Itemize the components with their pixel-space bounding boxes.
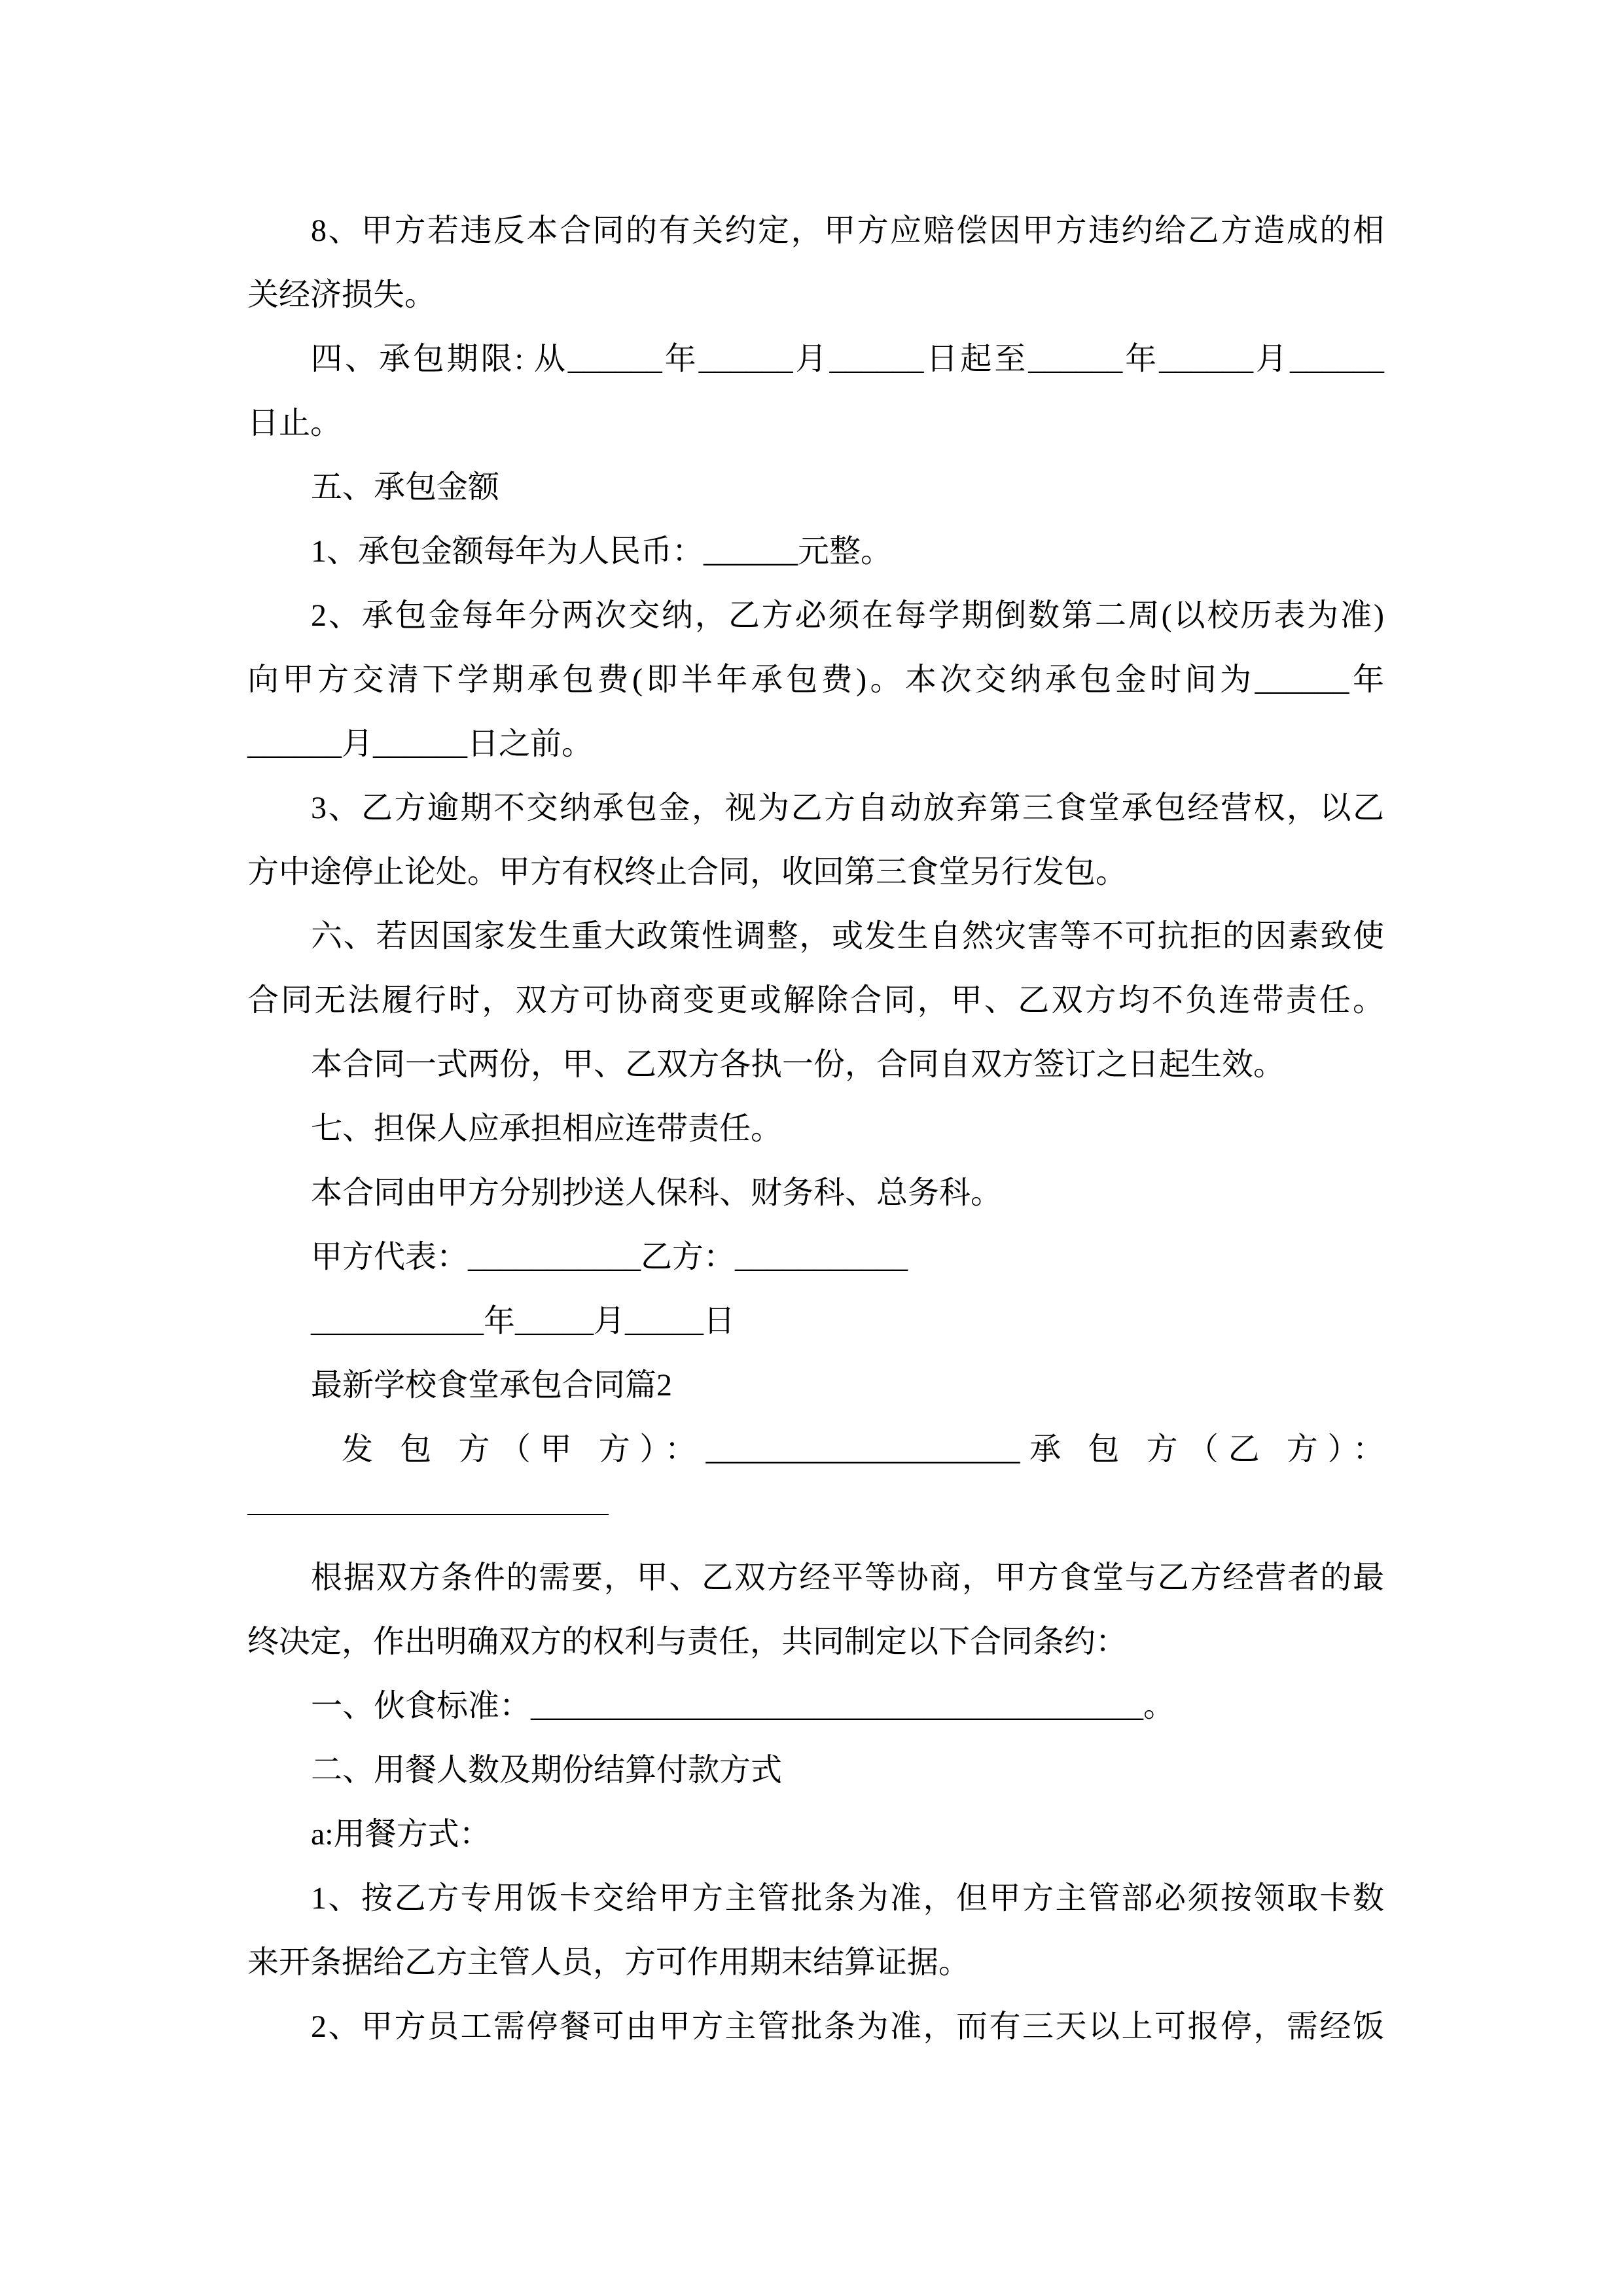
- section-title: 最新学校食堂承包合同篇2: [311, 1368, 673, 1403]
- paragraph-line: 3、乙方逾期不交纳承包金，视为乙方自动放弃第三食堂承包经营权，以乙: [311, 791, 1384, 825]
- paragraph-line: 2、承包金每年分两次交纳，乙方必须在每学期倒数第二周(以校历表为准): [311, 598, 1384, 633]
- paragraph-line: 日止。: [247, 406, 342, 440]
- paragraph-line: 终决定，作出明确双方的权利与责任，共同制定以下合同条约：: [247, 1624, 1128, 1659]
- paragraph-line: 8、甲方若违反本合同的有关约定，甲方应赔偿因甲方违约给乙方造成的相: [311, 213, 1384, 248]
- parties-line: 发 包 方（甲 方）：____________________承 包 方（乙 方）：: [342, 1432, 1384, 1467]
- paragraph-line: ______月______日之前。: [247, 726, 594, 761]
- section-heading: 五、承包金额: [311, 470, 500, 505]
- blank-underline: [247, 1514, 609, 1515]
- paragraph-line: 本合同一式两份，甲、乙双方各执一份，合同自双方签订之日起生效。: [311, 1047, 1285, 1082]
- paragraph-line: 向甲方交清下学期承包费(即半年承包费)。本次交纳承包金时间为______年: [247, 662, 1384, 697]
- paragraph-line: 合同无法履行时，双方可协商变更或解除合同，甲、乙双方均不负连带责任。: [247, 983, 1384, 1018]
- paragraph-line: 方中途停止论处。甲方有权终止合同，收回第三食堂另行发包。: [247, 855, 1128, 889]
- paragraph-line: 2、甲方员工需停餐可由甲方主管批条为准，而有三天以上可报停，需经饭: [311, 2009, 1384, 2044]
- paragraph-line: a:用餐方式：: [311, 1817, 491, 1852]
- paragraph-line: 七、担保人应承担相应连带责任。: [311, 1111, 783, 1146]
- paragraph-line: 1、按乙方专用饭卡交给甲方主管批条为准，但甲方主管部必须按领取卡数: [311, 1881, 1384, 1916]
- paragraph-line: 来开条据给乙方主管人员，方可作用期末结算证据。: [247, 1945, 971, 1980]
- paragraph-line: 本合同由甲方分别抄送人保科、财务科、总务科。: [311, 1175, 1003, 1210]
- paragraph-line: 六、若因国家发生重大政策性调整，或发生自然灾害等不可抗拒的因素致使: [311, 919, 1384, 954]
- date-line: ___________年_____月_____日: [311, 1304, 736, 1338]
- section-heading: 二、用餐人数及期份结算付款方式: [311, 1753, 783, 1787]
- paragraph-line: 关经济损失。: [247, 278, 437, 312]
- paragraph-line: 一、伙食标准：_______________________________________。: [311, 1689, 1175, 1723]
- paragraph-line: 1、承包金额每年为人民币：______元整。: [311, 534, 893, 569]
- paragraph-line: 四、承包期限: 从______年______月______日起至______年______月______: [311, 342, 1384, 376]
- signature-line: 甲方代表：___________乙方：___________: [311, 1240, 908, 1274]
- paragraph-line: 根据双方条件的需要，甲、乙双方经平等协商，甲方食堂与乙方经营者的最: [311, 1560, 1384, 1595]
